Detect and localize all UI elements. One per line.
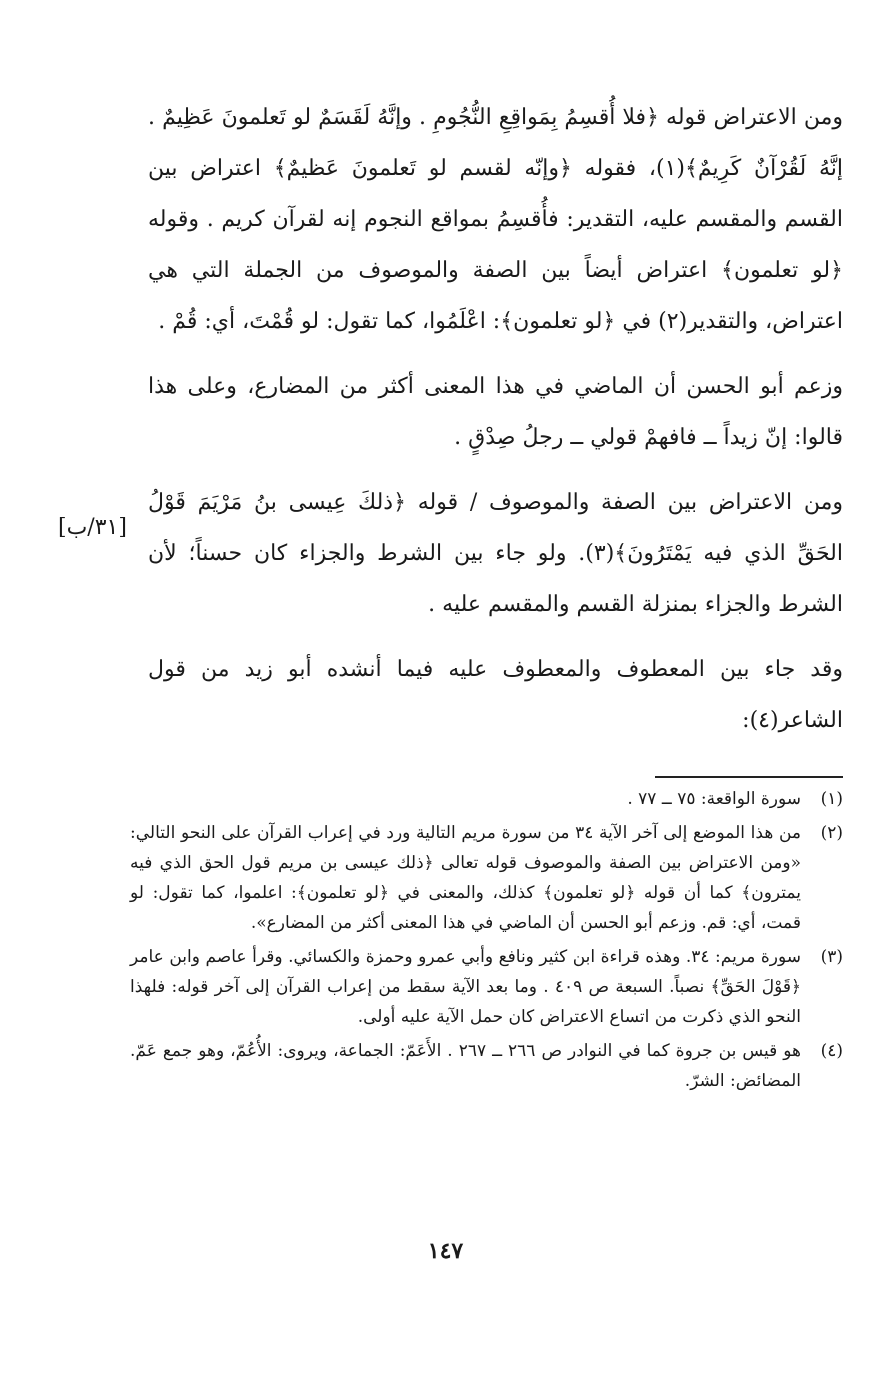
footnote-text: سورة مريم: ٣٤. وهذه قراءة ابن كثير ونافع وأبي عمرو وحمزة والكسائي. وقرأ عاصم وابن عامر ﴿قَوْلَ الحَقِّ﴾ نصباً. السبعة ص ٤٠٩ . وما بعد الآية سقط من إعراب القرآن إلى آخر قوله: فلهذا النحو الذي ذكرت من اتساع الاعتراض كان حمل الآية عليه أولى.: [130, 947, 802, 1027]
footnote: [130, 818, 843, 938]
footnote: [130, 784, 843, 814]
footnote: [130, 1036, 843, 1096]
page-number: ١٤٧: [427, 1238, 464, 1264]
footnote-number: (٢): [820, 823, 843, 843]
footnotes: [130, 784, 843, 1100]
footnote-number: (١): [820, 789, 843, 809]
main-text: [148, 92, 843, 746]
footnote-text: هو قيس بن جروة كما في النوادر ص ٢٦٦ ــ ٢٦٧ . الأَعَمّ: الجماعة، ويروى: الأُعُمّ، وهو جمع عَمّ. المضائض: الشرّ.: [130, 1041, 801, 1091]
paragraph-2: وزعم أبو الحسن أن الماضي في هذا المعنى أكثر من المضارع، وعلى هذا قالوا: إنّ زيداً ــ فافهمْ قولي ــ رجلُ صِدْقٍ .: [148, 374, 843, 450]
footnote-number: (٤): [820, 1041, 843, 1061]
paragraph-1: ومن الاعتراض قوله ﴿فلا أُقسِمُ بِمَواقِعِ النُّجُومِ . وإنَّهُ لَقَسَمٌ لو تَعلمونَ عَظِيمٌ . إنَّهُ لَقُرْآنٌ كَرِيمٌ﴾(١)، فقوله ﴿وإنّه لقسم لو تَعلمونَ عَظيمٌ﴾ اعتراض بين القسم والمقسم عليه، التقدير: فأُقسِمُ بمواقع النجوم إنه لقرآن كريم . وقوله ﴿لو تعلمون﴾ اعتراض أيضاً بين الصفة والموصوف من الجملة التي هي اعتراض، والتقدير(٢) في ﴿لو تعلمون﴾: اعْلَمُوا، كما تقول: لو قُمْتَ، أي: قُمْ .: [148, 105, 843, 334]
footnote-text: سورة الواقعة: ٧٥ ــ ٧٧ .: [627, 789, 801, 809]
footnote-separator: [655, 776, 843, 778]
footnote: [130, 942, 843, 1032]
folio-margin-note: [٣١/ب]: [58, 515, 127, 540]
paragraph-3: ومن الاعتراض بين الصفة والموصوف / قوله ﴿ذلكَ عِيسى بنُ مَرْيَمَ قَوْلُ الحَقِّ الذي فيه يَمْتَرُونَ﴾(٣). ولو جاء بين الشرط والجزاء كان حسناً؛ لأن الشرط والجزاء بمنزلة القسم والمقسم عليه .: [148, 490, 843, 617]
paragraph-4: وقد جاء بين المعطوف والمعطوف عليه فيما أنشده أبو زيد من قول الشاعر(٤):: [148, 657, 843, 733]
footnote-text: من هذا الموضع إلى آخر الآية ٣٤ من سورة مريم التالية ورد في إعراب القرآن على النحو التالي: «ومن الاعتراض بين الصفة والموصوف قوله تعالى ﴿ذلك عيسى بن مريم قول الحق الذي فيه يمترون﴾ كما أن قوله ﴿لو تعلمون﴾ كذلك، والمعنى في ﴿لو تعلمون﴾: اعلموا، كما تقول: لو قمت، أي: قم. وزعم أبو الحسن أن الماضي في هذا المعنى أكثر من المضارع».: [130, 823, 801, 933]
footnote-number: (٣): [820, 947, 843, 967]
